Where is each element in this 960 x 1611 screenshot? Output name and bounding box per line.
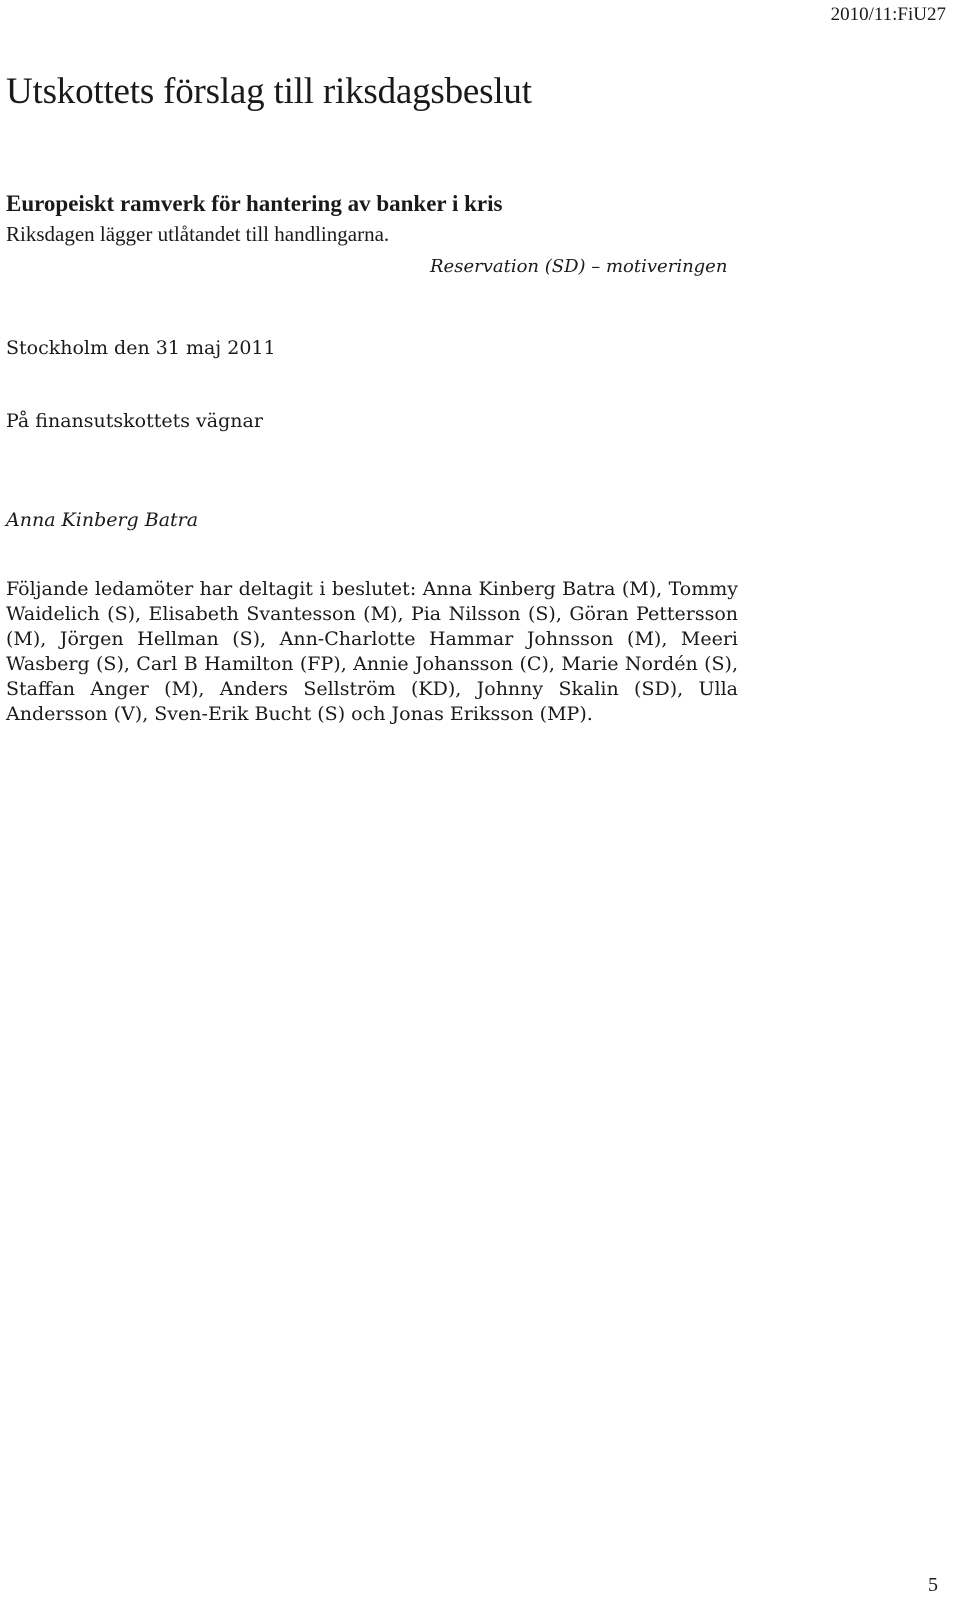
page-title: Utskottets förslag till riksdagsbeslut <box>6 71 532 112</box>
page-number: 5 <box>928 1574 938 1596</box>
on-behalf-line: På finansutskottets vägnar <box>6 410 263 432</box>
proposal-heading: Europeiskt ramverk för hantering av banker i kris <box>6 191 503 216</box>
participants-paragraph: Följande ledamöter har deltagit i beslutet: Anna Kinberg Batra (M), Tommy Waidelich (S), Elisabeth Svantesson (M), Pia Nilsson (S), Göran Pettersson (M), Jörgen Hellman (S), Ann-Charlotte Hammar Johnsson (M), Meeri Wasberg (S), Carl B Hamilton (FP), Annie Johansson (C), Marie Nordén (S), Staffan Anger (M), Anders Sellström (KD), Johnny Skalin (SD), Ulla Andersson (V), Sven-Erik Bucht (S) och Jonas Eriksson (MP). <box>6 578 738 725</box>
proposal-text: Riksdagen lägger utlåtandet till handlingarna. <box>6 222 390 246</box>
place-date: Stockholm den 31 maj 2011 <box>6 337 276 359</box>
document-id: 2010/11:FiU27 <box>830 4 946 25</box>
chair-name: Anna Kinberg Batra <box>6 509 199 531</box>
reservation-reference: Reservation (SD) – motiveringen <box>430 256 728 277</box>
